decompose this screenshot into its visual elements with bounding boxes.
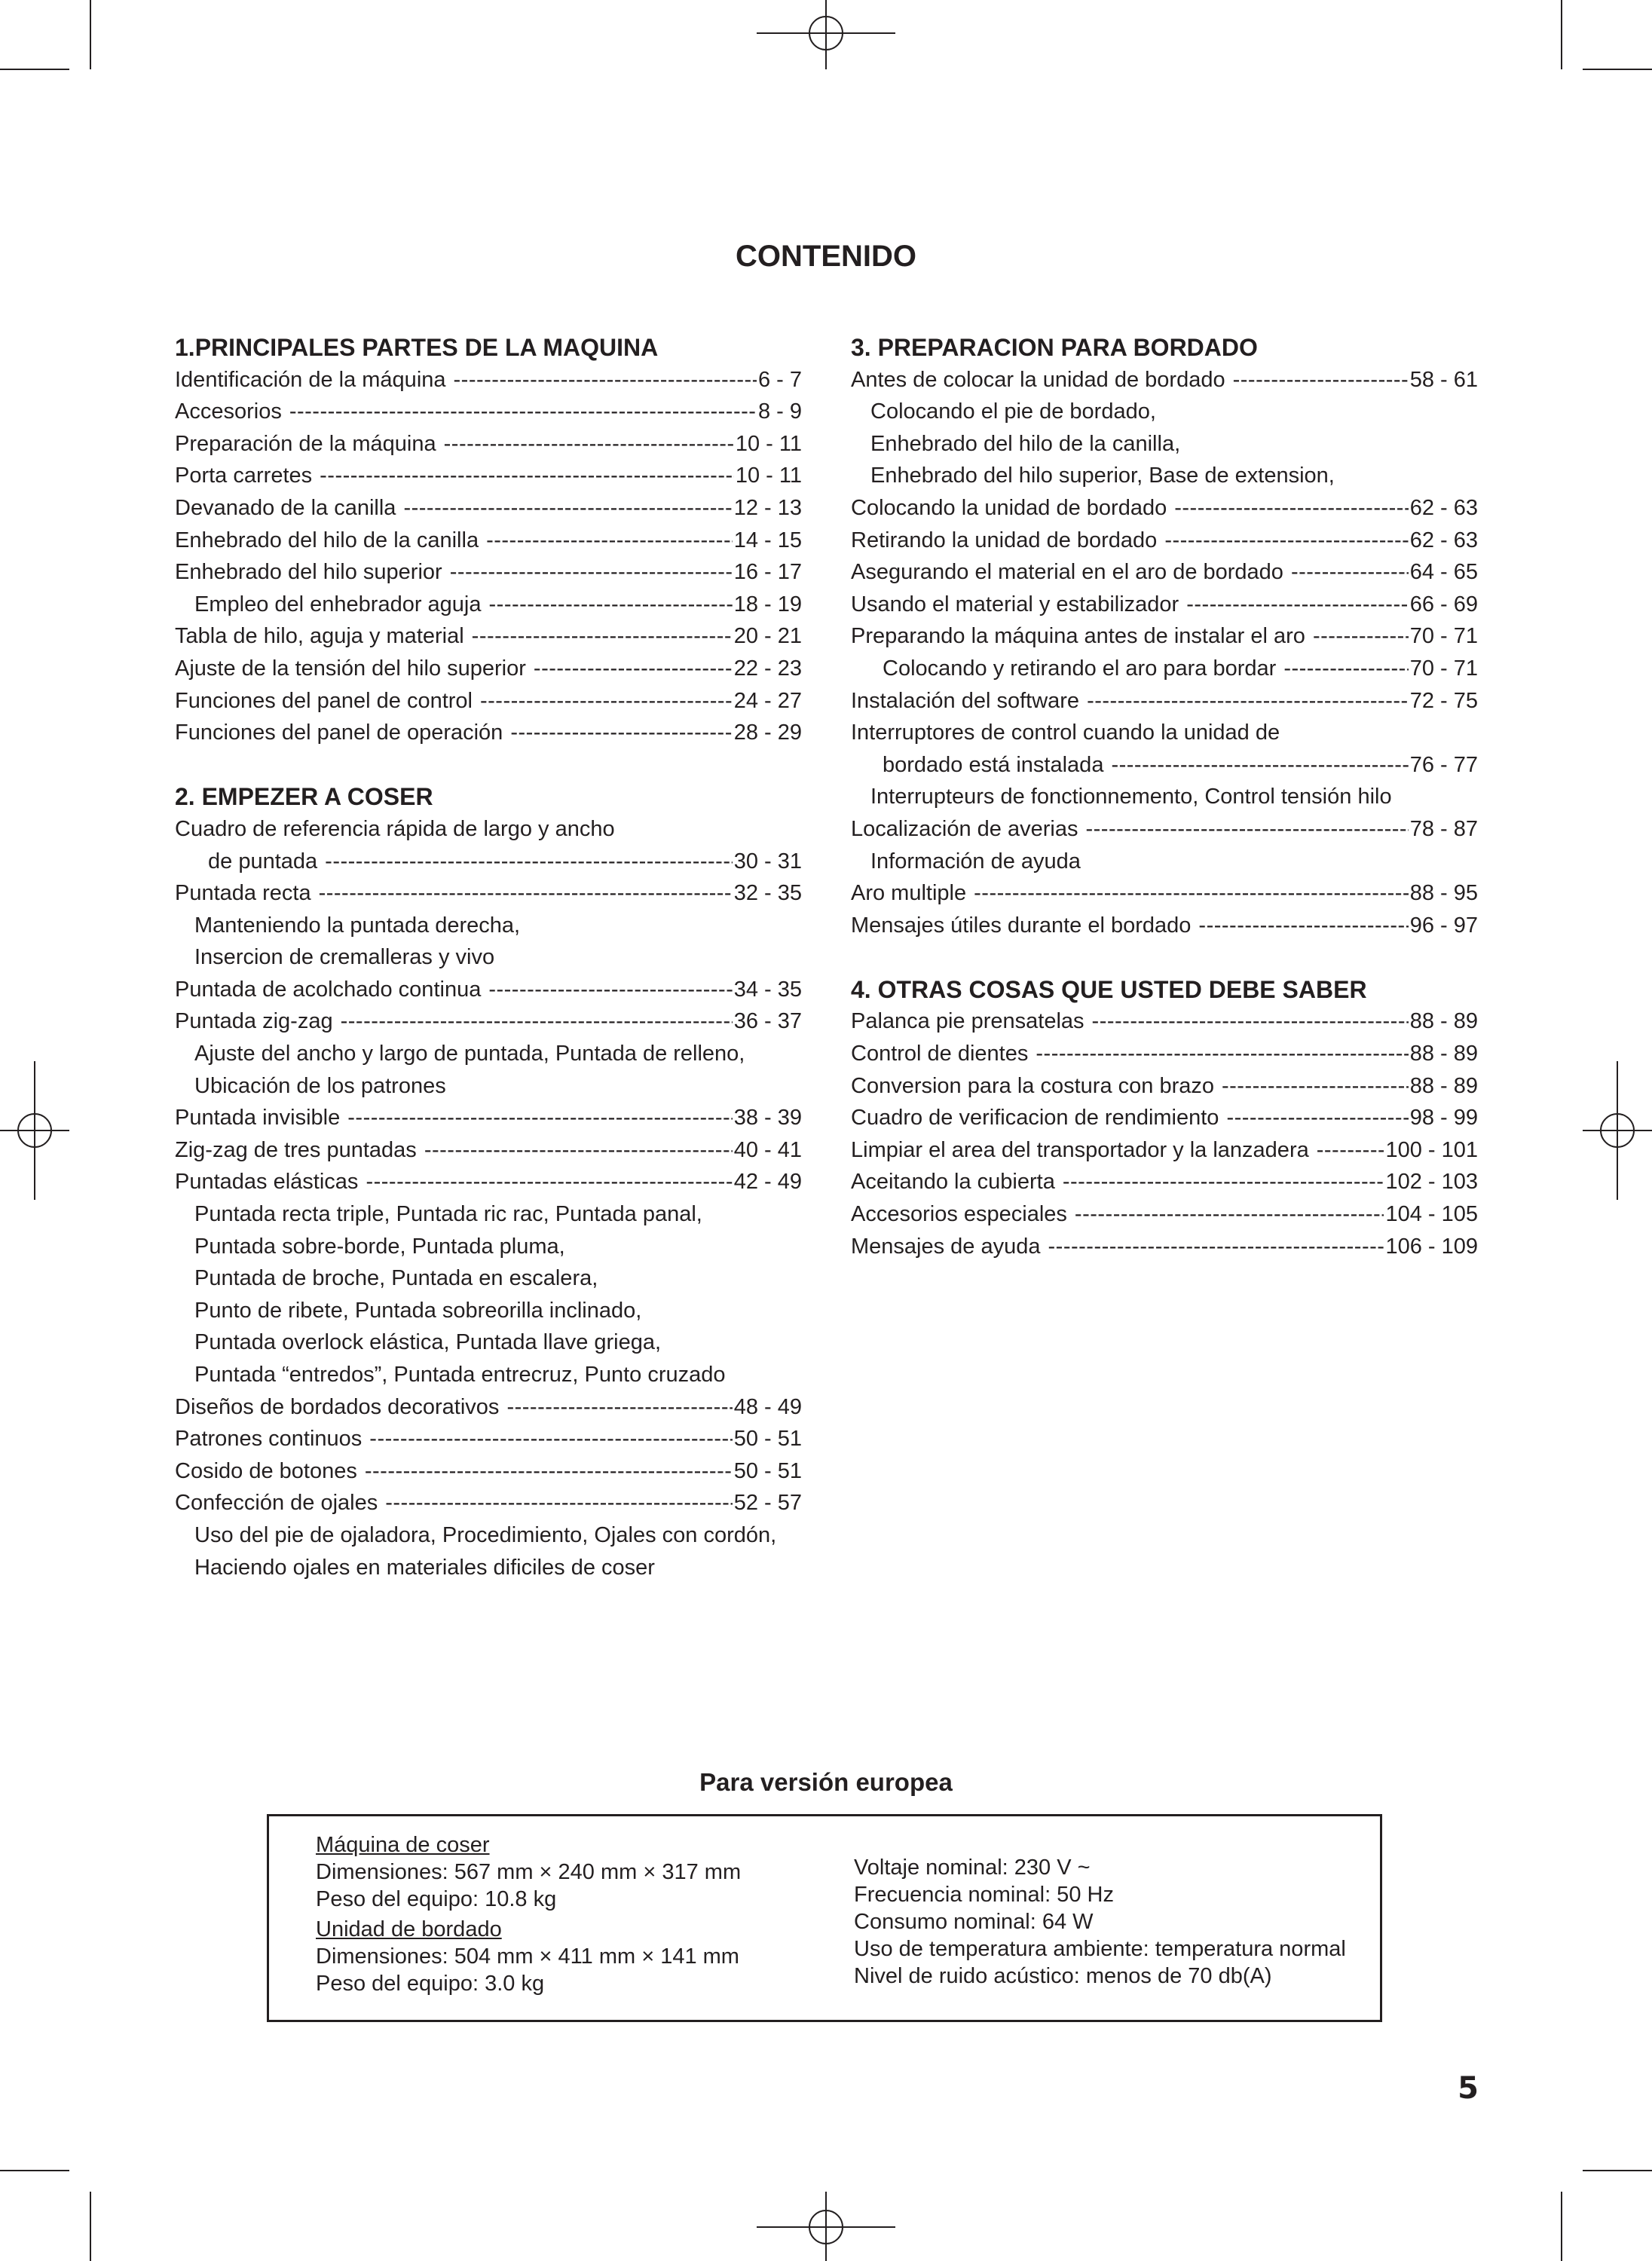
dot-leader: [365, 1455, 733, 1488]
section-heading: 4. OTRAS COSAS QUE USTED DEBE SABER: [851, 975, 1367, 1003]
dot-leader: [1063, 1166, 1384, 1198]
toc-subline-text: Haciendo ojales en materiales dificiles de coser: [194, 1555, 655, 1580]
toc-subline-text: Enhebrado del hilo superior, Base de extension,: [870, 464, 1335, 488]
toc-entry-label: Preparación de la máquina: [175, 431, 436, 456]
toc-entry-pages: 72 - 75: [1409, 688, 1478, 713]
toc-entry-label: Funciones del panel de operación: [175, 721, 503, 745]
toc-entry-pages: 20 - 21: [733, 624, 802, 649]
page-number: 5: [1458, 2071, 1479, 2106]
toc-entry[interactable]: [851, 556, 1478, 589]
toc-entry-pages: 104 - 105: [1385, 1202, 1478, 1227]
toc-entry-pages: 10 - 11: [735, 431, 802, 456]
dot-leader: [424, 1134, 733, 1167]
toc-subline: [175, 1326, 802, 1359]
toc-entry-label: Colocando y retirando el aro para bordar: [883, 656, 1277, 681]
toc-entry-pages: 34 - 35: [733, 977, 802, 1002]
crop-mark-bottom-left: [0, 2171, 90, 2261]
toc-subline-text: Punto de ribete, Puntada sobreorilla inclinado,: [194, 1298, 642, 1323]
dot-leader: [510, 717, 732, 749]
dot-leader: [325, 846, 733, 878]
toc-entry-label: Ajuste de la tensión del hilo superior: [175, 656, 526, 681]
toc-subline: [851, 846, 1478, 878]
toc-entry-label: Mensajes de ayuda: [851, 1234, 1041, 1259]
toc-subline-text: Insercion de cremalleras y vivo: [194, 945, 495, 970]
toc-entry-pages: 70 - 71: [1409, 624, 1478, 649]
toc-entry[interactable]: [851, 877, 1478, 910]
dot-leader: [488, 974, 732, 1006]
toc-entry-label: Asegurando el material en el aro de bordado: [851, 560, 1283, 585]
toc-entry-label: Puntada zig-zag: [175, 1009, 333, 1034]
crop-mark-top-right: [1562, 0, 1652, 69]
toc-entry[interactable]: [175, 1005, 802, 1038]
toc-entry[interactable]: [851, 1102, 1478, 1134]
toc-entry[interactable]: [851, 1198, 1478, 1231]
toc-entry-label: Preparando la máquina antes de instalar el aro: [851, 624, 1305, 649]
toc-entry-label: Instalación del software: [851, 688, 1080, 713]
toc-entry[interactable]: [175, 1166, 802, 1198]
embroidery-unit-heading: Unidad de bordado: [316, 1917, 502, 1941]
toc-entry[interactable]: [175, 974, 802, 1006]
toc-subline: [175, 1359, 802, 1391]
toc-entry-label: Accesorios especiales: [851, 1202, 1067, 1227]
dot-leader: [1198, 910, 1408, 942]
toc-entry[interactable]: [175, 1423, 802, 1455]
toc-subline-text: Ubicación de los patrones: [194, 1073, 446, 1098]
toc-entry-label: Antes de colocar la unidad de bordado: [851, 367, 1225, 392]
dot-leader: [486, 525, 733, 557]
toc-entry-pages: 88 - 89: [1409, 1042, 1478, 1066]
dot-leader: [1087, 685, 1409, 717]
toc-entry-label: Puntada invisible: [175, 1106, 341, 1130]
dot-leader: [366, 1166, 732, 1198]
toc-entry[interactable]: [851, 910, 1478, 942]
toc-entry-label: Control de dientes: [851, 1042, 1029, 1066]
dot-leader: [1291, 556, 1409, 589]
toc-entry-pages: 62 - 63: [1409, 495, 1478, 520]
dot-leader: [454, 364, 757, 396]
toc-entry[interactable]: [851, 364, 1478, 396]
toc-subline: [175, 910, 802, 942]
toc-entry-label: Aro multiple: [851, 881, 967, 906]
toc-entry[interactable]: [175, 589, 802, 621]
section-heading: 2. EMPEZER A COSER: [175, 783, 433, 811]
toc-entry-label: Mensajes útiles durante el bordado: [851, 913, 1192, 938]
section-spacer: [175, 749, 802, 782]
toc-entry-pages: 106 - 109: [1385, 1234, 1478, 1259]
toc-entry[interactable]: [851, 685, 1478, 717]
toc-entry-pages: 52 - 57: [733, 1491, 802, 1516]
toc-entry-label: Colocando la unidad de bordado: [851, 495, 1167, 520]
toc-entry[interactable]: [175, 556, 802, 589]
toc-right-column: [851, 332, 1478, 1262]
toc-subline: [175, 941, 802, 974]
dot-leader: [341, 1005, 733, 1038]
toc-entry-label: Palanca pie prensatelas: [851, 1009, 1085, 1034]
toc-entry[interactable]: [851, 813, 1478, 846]
toc-entry[interactable]: [851, 1166, 1478, 1198]
toc-entry[interactable]: [175, 877, 802, 910]
toc-subline: [175, 1070, 802, 1103]
toc-subline: [851, 781, 1478, 813]
toc-entry-pages: 88 - 89: [1409, 1009, 1478, 1034]
toc-entry-label: Confección de ojales: [175, 1491, 378, 1516]
dot-leader: [385, 1487, 732, 1519]
toc-entry[interactable]: [851, 749, 1478, 782]
toc-entry-label: Identificación de la máquina: [175, 367, 446, 392]
toc-entry-label: Cuadro de verificacion de rendimiento: [851, 1106, 1219, 1130]
toc-subline-text: Interrupteurs de fonctionnemento, Control tensión hilo: [870, 785, 1392, 809]
toc-entry[interactable]: [175, 717, 802, 749]
toc-subline-text: Manteniendo la puntada derecha,: [194, 913, 521, 938]
machine-weight: Peso del equipo: 10.8 kg: [316, 1887, 557, 1911]
toc-entry-label: Empleo del enhebrador aguja: [194, 592, 482, 616]
toc-subline-text: Puntada recta triple, Puntada ric rac, Puntada panal,: [194, 1202, 702, 1227]
toc-entry[interactable]: [175, 364, 802, 396]
toc-entry-pages: 36 - 37: [733, 1009, 802, 1034]
toc-subline: [175, 1198, 802, 1231]
page-title: CONTENIDO: [736, 240, 916, 273]
toc-entry[interactable]: [851, 1070, 1478, 1103]
toc-entry-pages: 42 - 49: [733, 1170, 802, 1195]
toc-entry[interactable]: [175, 396, 802, 428]
crop-mark-bottom-right: [1562, 2171, 1652, 2261]
toc-entry-pages: 58 - 61: [1409, 367, 1478, 392]
toc-entry-pages: 10 - 11: [735, 464, 802, 488]
toc-entry-pages: 32 - 35: [733, 881, 802, 906]
toc-entry-pages: 78 - 87: [1409, 816, 1478, 841]
section-heading: 3. PREPARACION PARA BORDADO: [851, 334, 1258, 361]
toc-subline-text: Interruptores de control cuando la unidad de: [851, 721, 1280, 745]
dot-leader: [450, 556, 733, 589]
toc-entry-label: Funciones del panel de control: [175, 688, 473, 713]
toc-entry-label: Puntadas elásticas: [175, 1170, 359, 1195]
dot-leader: [1233, 364, 1409, 396]
dot-leader: [403, 492, 732, 525]
embroidery-unit-dimensions: Dimensiones: 504 mm × 411 mm × 141 mm: [316, 1944, 739, 1969]
toc-left-column: [175, 332, 802, 1583]
registration-mark-bottom: [757, 2192, 895, 2261]
toc-entry-label: Conversion para la costura con brazo: [851, 1073, 1214, 1098]
dot-leader: [1186, 589, 1408, 621]
toc-entry-label: Patrones continuos: [175, 1427, 363, 1452]
toc-subline-text: Puntada sobre-borde, Puntada pluma,: [194, 1234, 565, 1259]
toc-entry-pages: 28 - 29: [733, 721, 802, 745]
toc-entry[interactable]: [175, 1134, 802, 1167]
dot-leader: [347, 1102, 732, 1134]
dot-leader: [1075, 1198, 1384, 1231]
toc-entry[interactable]: [851, 620, 1478, 653]
embroidery-unit-weight: Peso del equipo: 3.0 kg: [316, 1972, 545, 1996]
toc-entry-pages: 50 - 51: [733, 1427, 802, 1452]
electrical-specs: [854, 1854, 1346, 1990]
section-heading: 1.PRINCIPALES PARTES DE LA MAQUINA: [175, 334, 659, 361]
toc-subline: [851, 717, 1478, 749]
machine-dimensions: Dimensiones: 567 mm × 240 mm × 317 mm: [316, 1860, 742, 1884]
dot-leader: [1226, 1102, 1408, 1134]
toc-entry-pages: 76 - 77: [1409, 752, 1478, 777]
toc-entry-label: Enhebrado del hilo superior: [175, 560, 442, 585]
section-spacer: [851, 941, 1478, 974]
toc-entry[interactable]: [851, 1134, 1478, 1167]
dot-leader: [534, 653, 733, 685]
toc-entry[interactable]: [175, 653, 802, 685]
dot-leader: [1222, 1070, 1409, 1103]
toc-subline-text: Puntada “entredos”, Puntada entrecruz, Punto cruzado: [194, 1363, 726, 1387]
toc-subline-text: Colocando el pie de bordado,: [870, 399, 1156, 424]
toc-entry-pages: 96 - 97: [1409, 913, 1478, 938]
toc-entry-pages: 48 - 49: [733, 1394, 802, 1419]
toc-entry-pages: 14 - 15: [733, 528, 802, 552]
noise-level: Nivel de ruido acústico: menos de 70 db(A): [854, 1964, 1272, 1988]
dot-leader: [506, 1391, 732, 1424]
toc-entry-pages: 88 - 95: [1409, 881, 1478, 906]
toc-subline: [175, 1552, 802, 1584]
toc-entry-label: Puntada de acolchado continua: [175, 977, 482, 1002]
toc-entry[interactable]: [851, 589, 1478, 621]
toc-entry-label: bordado está instalada: [883, 752, 1104, 777]
toc-entry-label: de puntada: [208, 849, 318, 873]
toc-entry[interactable]: [851, 525, 1478, 557]
toc-subline-text: Uso del pie de ojaladora, Procedimiento, Ojales con cordón,: [194, 1522, 777, 1547]
toc-entry[interactable]: [175, 1102, 802, 1134]
toc-entry-pages: 40 - 41: [733, 1137, 802, 1162]
toc-entry-pages: 6 - 7: [757, 367, 802, 392]
crop-mark-top-left: [0, 0, 90, 69]
nominal-consumption: Consumo nominal: 64 W: [854, 1910, 1094, 1934]
toc-subline: [175, 813, 802, 846]
toc-entry-label: Devanado de la canilla: [175, 495, 396, 520]
toc-entry[interactable]: [851, 1038, 1478, 1070]
toc-subline: [175, 1262, 802, 1295]
toc-entry-pages: 62 - 63: [1409, 528, 1478, 552]
toc-entry-label: Retirando la unidad de bordado: [851, 528, 1158, 552]
toc-subline-text: Ajuste del ancho y largo de puntada, Puntada de relleno,: [194, 1042, 745, 1066]
dot-leader: [472, 620, 733, 653]
toc-subline-text: Puntada overlock elástica, Puntada llave griega,: [194, 1330, 662, 1355]
toc-entry-pages: 24 - 27: [733, 688, 802, 713]
toc-subline-text: Enhebrado del hilo de la canilla,: [870, 431, 1181, 456]
dot-leader: [1048, 1231, 1384, 1263]
machine-heading: Máquina de coser: [316, 1833, 490, 1857]
nominal-voltage: Voltaje nominal: 230 V ~: [854, 1856, 1091, 1880]
dot-leader: [489, 589, 733, 621]
ambient-temperature: Uso de temperatura ambiente: temperatura normal: [854, 1937, 1346, 1961]
toc-entry-pages: 100 - 101: [1385, 1137, 1478, 1162]
toc-entry[interactable]: [175, 846, 802, 878]
toc-entry-label: Diseños de bordados decorativos: [175, 1394, 500, 1419]
toc-entry-pages: 64 - 65: [1409, 560, 1478, 585]
toc-entry[interactable]: [175, 1455, 802, 1488]
toc-entry[interactable]: [175, 685, 802, 717]
registration-mark-left: [0, 1061, 69, 1200]
toc-entry-pages: 16 - 17: [733, 560, 802, 585]
dot-leader: [1092, 1005, 1409, 1038]
toc-entry-pages: 38 - 39: [733, 1106, 802, 1130]
toc-entry[interactable]: [175, 492, 802, 525]
specifications-box: [267, 1814, 1382, 2022]
toc-entry-label: Puntada recta: [175, 881, 311, 906]
toc-entry-pages: 22 - 23: [733, 656, 802, 681]
registration-mark-right: [1583, 1061, 1652, 1200]
toc-entry-pages: 98 - 99: [1409, 1106, 1478, 1130]
dot-leader: [1317, 1134, 1384, 1167]
toc-entry[interactable]: [175, 1487, 802, 1519]
toc-entry-label: Porta carretes: [175, 464, 313, 488]
toc-entry-label: Usando el material y estabilizador: [851, 592, 1179, 616]
toc-entry-label: Accesorios: [175, 399, 282, 424]
toc-entry-label: Cosido de botones: [175, 1458, 357, 1483]
toc-entry[interactable]: [851, 1005, 1478, 1038]
toc-subline-text: Puntada de broche, Puntada en escalera,: [194, 1266, 598, 1291]
toc-entry[interactable]: [175, 525, 802, 557]
dot-leader: [1174, 492, 1408, 525]
toc-entry-pages: 18 - 19: [733, 592, 802, 616]
toc-entry[interactable]: [175, 620, 802, 653]
toc-entry-pages: 12 - 13: [733, 495, 802, 520]
toc-subline: [851, 428, 1478, 460]
toc-entry-pages: 66 - 69: [1409, 592, 1478, 616]
toc-entry-pages: 70 - 71: [1409, 656, 1478, 681]
registration-mark-top: [757, 0, 895, 69]
dot-leader: [1036, 1038, 1408, 1070]
toc-subline: [175, 1295, 802, 1327]
european-version-title: Para versión europea: [699, 1768, 953, 1796]
toc-subline: [851, 396, 1478, 428]
toc-entry[interactable]: [851, 1231, 1478, 1263]
toc-entry[interactable]: [851, 653, 1478, 685]
toc-subline: [175, 1231, 802, 1263]
dot-leader: [320, 460, 734, 492]
toc-entry-label: Zig-zag de tres puntadas: [175, 1137, 417, 1162]
toc-entry-label: Aceitando la cubierta: [851, 1170, 1055, 1195]
machine-specs: [316, 1831, 741, 1997]
toc-entry[interactable]: [175, 460, 802, 492]
dot-leader: [1164, 525, 1408, 557]
toc-entry-label: Localización de averias: [851, 816, 1078, 841]
toc-entry-pages: 102 - 103: [1385, 1170, 1478, 1195]
toc-entry[interactable]: [175, 1391, 802, 1424]
dot-leader: [319, 877, 733, 910]
toc-entry-pages: 8 - 9: [757, 399, 802, 424]
toc-entry-label: Limpiar el area del transportador y la lanzadera: [851, 1137, 1309, 1162]
toc-subline-text: Información de ayuda: [870, 849, 1081, 873]
toc-subline: [851, 460, 1478, 492]
toc-entry-pages: 88 - 89: [1409, 1073, 1478, 1098]
dot-leader: [444, 428, 734, 460]
toc-subline: [175, 1038, 802, 1070]
dot-leader: [289, 396, 757, 428]
toc-entry-label: Tabla de hilo, aguja y material: [175, 624, 464, 649]
toc-subline: [175, 1519, 802, 1552]
dot-leader: [1085, 813, 1408, 846]
dot-leader: [1283, 653, 1408, 685]
toc-entry-pages: 30 - 31: [733, 849, 802, 873]
toc-entry[interactable]: [851, 492, 1478, 525]
dot-leader: [369, 1423, 732, 1455]
dot-leader: [1313, 620, 1409, 653]
nominal-frequency: Frecuencia nominal: 50 Hz: [854, 1883, 1114, 1907]
dot-leader: [480, 685, 733, 717]
dot-leader: [974, 877, 1409, 910]
toc-subline-text: Cuadro de referencia rápida de largo y ancho: [175, 816, 615, 841]
dot-leader: [1111, 749, 1408, 782]
toc-entry[interactable]: [175, 428, 802, 460]
toc-entry-pages: 50 - 51: [733, 1458, 802, 1483]
toc-entry-label: Enhebrado del hilo de la canilla: [175, 528, 479, 552]
